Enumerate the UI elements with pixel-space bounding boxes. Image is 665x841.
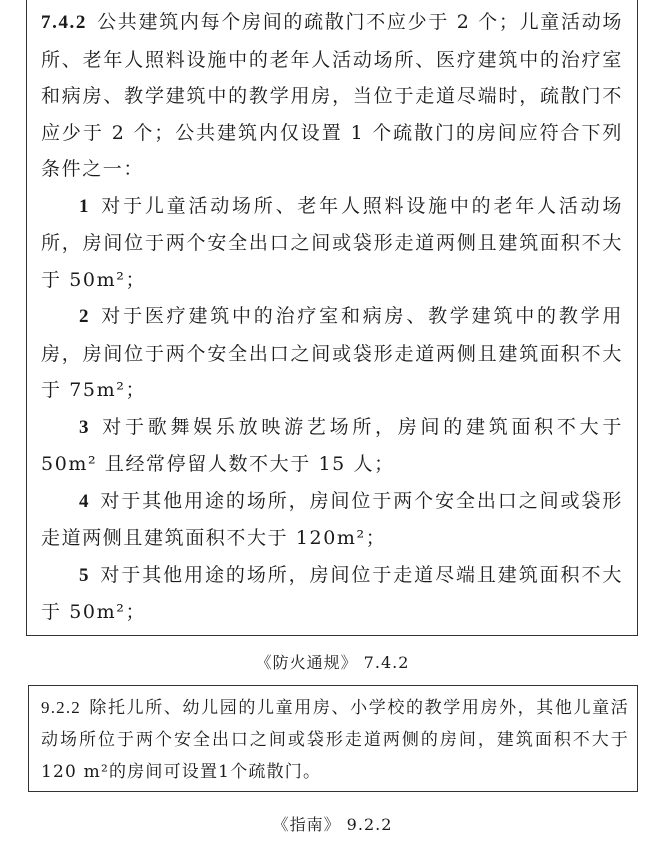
list-item (41, 188, 623, 299)
item-number: 4 (79, 490, 91, 512)
guide-clause-text: 除托儿所、幼儿园的儿童用房、小学校的教学用房外，其他儿童活动场所位于两个安全出口之间或袋形走道两侧的房间，建筑面积不大于120 m²的房间可设置1个疏散门。 (41, 698, 629, 782)
list-item (41, 298, 623, 409)
list-item (41, 409, 623, 483)
clause-text: 公共建筑内每个房间的疏散门不应少于 2 个；儿童活动场所、老年人照料设施中的老年人活动场所、医疗建筑中的治疗室和病房、教学建筑中的教学用房，当位于走道尽端时，疏散门不应少于 2 个；公共建筑内仅设置 1 个疏散门的房间应符合下列条件之一： (41, 11, 623, 180)
guide-caption: 《指南》 9.2.2 (272, 815, 393, 834)
item-text: 对于儿童活动场所、老年人照料设施中的老年人活动场所，房间位于两个安全出口之间或袋形走道两侧且建筑面积不大于 50m²； (41, 194, 623, 291)
guide-clause-number: 9.2.2 (41, 698, 81, 717)
guide-excerpt-box (28, 685, 638, 792)
item-number: 3 (79, 416, 91, 438)
code-excerpt-box (26, 0, 638, 636)
list-item (41, 483, 623, 557)
list-item (41, 631, 623, 637)
item-text: 对于医疗建筑中的治疗室和病房、教学建筑中的教学用房，房间位于两个安全出口之间或袋形走道两侧且建筑面积不大于 75m²； (41, 305, 623, 401)
item-number: 5 (79, 564, 91, 586)
clause-paragraph (41, 4, 623, 188)
item-text: 对于其他用途的场所，房间位于两个安全出口之间或袋形走道两侧且建筑面积不大于 120m²； (41, 489, 623, 549)
list-item (41, 557, 623, 631)
guide-paragraph (41, 692, 629, 788)
item-number: 1 (79, 195, 91, 217)
code-caption: 《防火通规》 7.4.2 (255, 653, 410, 672)
item-text: 对于歌舞娱乐放映游艺场所，房间的建筑面积不大于 50m² 且经常停留人数不大于 15 人； (41, 415, 623, 475)
clause-number: 7.4.2 (41, 12, 87, 33)
item-text: 对于其他用途的场所，房间位于走道尽端且建筑面积不大于 50m²； (41, 563, 623, 623)
item-number: 2 (79, 306, 91, 327)
